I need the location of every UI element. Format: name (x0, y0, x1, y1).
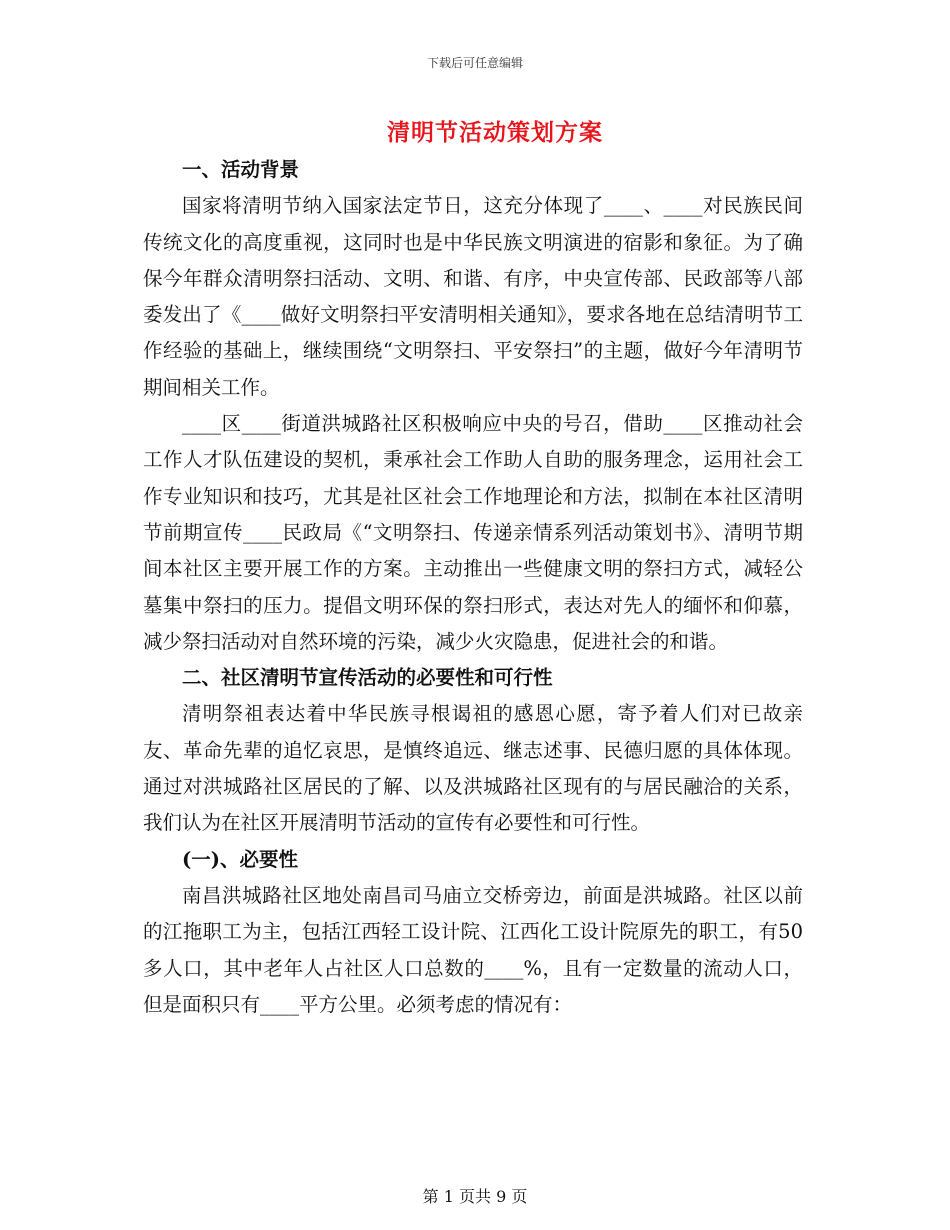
page-number: 第 1 页共 9 页 (422, 1187, 528, 1206)
section-heading: 二、社区清明节宣传活动的必要性和可行性 (182, 666, 553, 690)
subsection-heading: (一)、必要性 (182, 847, 298, 871)
paragraph: ____区____街道洪城路社区积极响应中央的号召，借助____区推动社会工作人才队伍建设的契机，秉承社会工作助人自助的服务理念，运用社会工作专业知识和技巧，尤其是社区社会工作地理论和方法，拟制在本社区清明节前期宣传____民政局《“文明祭扫、传递亲情系列活动策划书》、清明节期间本社区主要开展工作的方案。主动推出一些健康文明的祭扫方式，减轻公墓集中祭扫的压力。提倡文明环保的祭扫形式，表达对先人的缅怀和仰慕，减少祭扫活动对自然环境的污染，减少火灾隐患，促进社会的和谐。 (143, 412, 803, 653)
header-note: 下载后可任意编辑 (426, 56, 523, 70)
document-body (143, 152, 803, 1023)
paragraph: 清明祭祖表达着中华民族寻根谒祖的感恩心愿，寄予着人们对已故亲友、革命先辈的追忆哀思，是慎终追远、继志述事、民德归愿的具体体现。通过对洪城路社区居民的了解、以及洪城路社区现有的与居民融洽的关系，我们认为在社区开展清明节活动的宣传有必要性和可行性。 (143, 702, 803, 835)
paragraph: 南昌洪城路社区地处南昌司马庙立交桥旁边，前面是洪城路。社区以前的江拖职工为主，包括江西轻工设计院、江西化工设计院原先的职工，有50多人口，其中老年人占社区人口总数的____%，且有一定数量的流动人口，但是面积只有____平方公里。必须考虑的情况有： (143, 883, 803, 1016)
document-title: 清明节活动策划方案 (387, 119, 603, 146)
section-heading: 一、活动背景 (182, 158, 300, 181)
paragraph: 国家将清明节纳入国家法定节日，这充分体现了____、____对民族民间传统文化的高度重视，这同时也是中华民族文明演进的宿影和象征。为了确保今年群众清明祭扫活动、文明、和谐、有序，中央宣传部、民政部等八部委发出了《____做好文明祭扫平安清明相关通知》，要求各地在总结清明节工作经验的基础上，继续围绕“文明祭扫、平安祭扫”的主题，做好今年清明节期间相关工作。 (143, 194, 803, 399)
